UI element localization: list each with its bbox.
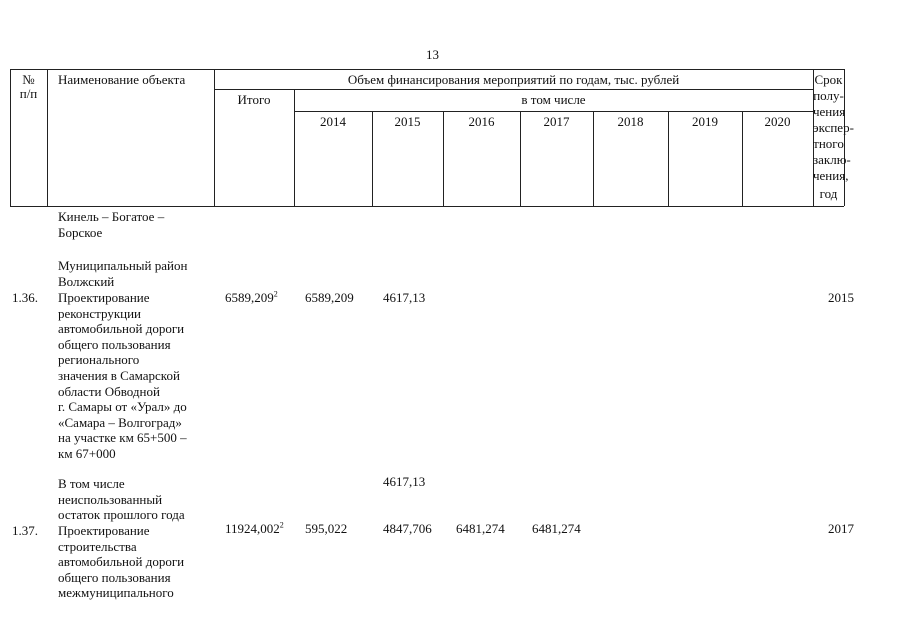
col-border [47, 69, 48, 206]
deadline-year: 2017 [828, 521, 854, 536]
continuation-text: Кинель – Богатое – Борское [58, 209, 165, 240]
header-deadline-line: чения [813, 104, 846, 119]
header-rule-financing [214, 89, 813, 90]
value-total: 6589,209$^2$ [225, 289, 278, 305]
header-deadline-line: Срок [814, 72, 843, 87]
row-number: 1.36. [12, 290, 38, 305]
object-name: Проектирование строительства автомобильной дороги общего пользования межмуниципального [58, 523, 185, 601]
header-deadline-line: заклю- [813, 152, 851, 167]
header-year-2015: 2015 [394, 114, 421, 129]
value-cell: 6481,274 [456, 521, 505, 536]
header-year-2018: 2018 [617, 114, 644, 129]
header-deadline-line: чения, [813, 168, 849, 183]
header-num: № [22, 72, 35, 87]
value-cell: 4617,13 [383, 474, 426, 489]
value-cell: 4617,13 [383, 290, 426, 305]
value-cell: 4847,706 [383, 521, 432, 536]
col-border [214, 69, 215, 206]
header-deadline-line: год [819, 186, 838, 201]
value-cell: 6481,274 [532, 521, 581, 536]
unused-balance-label: В том числе неиспользованный остаток прошлого года [58, 476, 185, 523]
header-year-2016: 2016 [468, 114, 495, 129]
value-cell: 595,022 [305, 521, 348, 536]
district-heading: Муниципальный район Волжский [58, 258, 188, 289]
header-financing: Объем финансирования мероприятий по годам, тыс. рублей [347, 72, 680, 87]
header-bottom-rule [10, 206, 844, 207]
header-deadline-line: полу- [813, 88, 844, 103]
header-total: Итого [237, 92, 271, 107]
value-total: 11924,002$^2$ [225, 520, 284, 536]
header-including: в том числе [521, 92, 586, 107]
header-num-pp: п/п [19, 86, 38, 101]
header-year-2019: 2019 [692, 114, 718, 129]
row-number: 1.37. [12, 523, 38, 538]
value-cell: 6589,209 [305, 290, 354, 305]
header-deadline-line: экспер- [813, 120, 854, 135]
header-year-2017: 2017 [543, 114, 570, 129]
header-year-2014: 2014 [320, 114, 346, 129]
header-deadline-line: тного [813, 136, 844, 151]
header-year-2020: 2020 [764, 114, 791, 129]
object-name: Проектирование реконструкции автомобильной дороги общего пользования регионального значения в Самарской области Обводной г. Самары от «Урал» до «Самара – Волгоград» на участке км 65+500 – км 67+000 [58, 290, 187, 461]
header-top-rule [10, 69, 844, 70]
page-number: 13 [426, 47, 439, 62]
header-object-name: Наименование объекта [58, 72, 186, 87]
col-border [844, 69, 845, 206]
deadline-year: 2015 [828, 290, 854, 305]
